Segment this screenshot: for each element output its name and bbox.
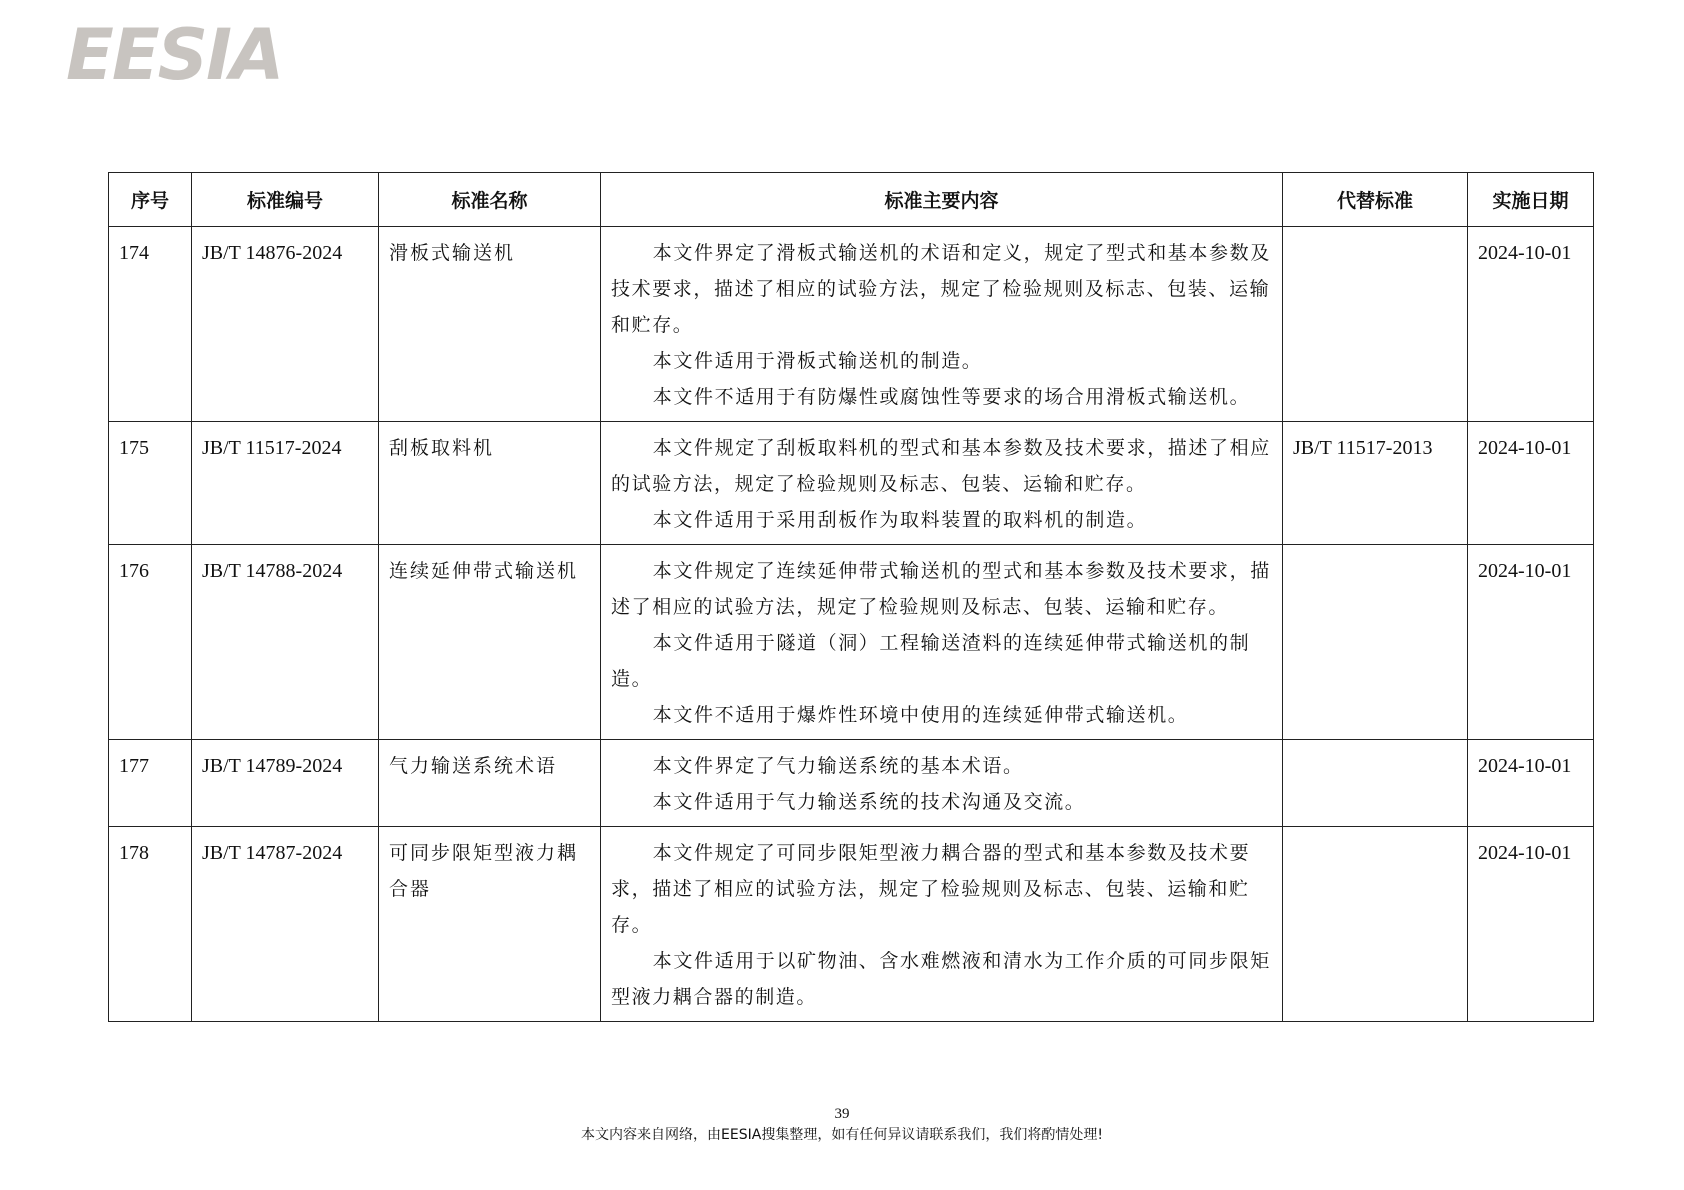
content-paragraph: 本文件不适用于有防爆性或腐蚀性等要求的场合用滑板式输送机。: [652, 386, 1251, 408]
cell-name: 连续延伸带式输送机: [379, 545, 601, 740]
table-row: [109, 740, 1594, 827]
content-paragraph: 本文件不适用于爆炸性环境中使用的连续延伸带式输送机。: [652, 704, 1189, 726]
cell-name: 刮板取料机: [379, 422, 601, 545]
eesia-logo: EESIA: [66, 14, 283, 96]
cell-content: [601, 227, 1283, 422]
content-paragraph: 本文件规定了可同步限矩型液力耦合器的型式和基本参数及技术要求，描述了相应的试验方法，规定了检验规则及标志、包装、运输和贮存。: [611, 842, 1251, 936]
cell-replaces: [1283, 740, 1468, 827]
cell-code: JB/T 14789-2024: [192, 740, 379, 827]
cell-num: 175: [109, 422, 192, 545]
content-paragraph: 本文件适用于采用刮板作为取料装置的取料机的制造。: [652, 509, 1148, 531]
content-paragraph: 本文件适用于气力输送系统的技术沟通及交流。: [652, 791, 1086, 813]
table-header-row: [109, 173, 1594, 227]
cell-name: 气力输送系统术语: [379, 740, 601, 827]
cell-date: 2024-10-01: [1468, 545, 1594, 740]
table-row: [109, 545, 1594, 740]
cell-replaces: [1283, 227, 1468, 422]
cell-num: 177: [109, 740, 192, 827]
content-paragraph: 本文件规定了刮板取料机的型式和基本参数及技术要求，描述了相应的试验方法，规定了检验规则及标志、包装、运输和贮存。: [611, 437, 1271, 495]
cell-code: JB/T 11517-2024: [192, 422, 379, 545]
cell-replaces: [1283, 827, 1468, 1022]
cell-date: 2024-10-01: [1468, 422, 1594, 545]
table-row: [109, 422, 1594, 545]
content-paragraph: 本文件界定了滑板式输送机的术语和定义，规定了型式和基本参数及技术要求，描述了相应的试验方法，规定了检验规则及标志、包装、运输和贮存。: [611, 242, 1271, 336]
header-num: 序号: [109, 173, 192, 227]
standards-table: [108, 172, 1594, 1022]
content-paragraph: 本文件适用于滑板式输送机的制造。: [652, 350, 983, 372]
cell-name: 滑板式输送机: [379, 227, 601, 422]
content-paragraph: 本文件规定了连续延伸带式输送机的型式和基本参数及技术要求，描述了相应的试验方法，规定了检验规则及标志、包装、运输和贮存。: [611, 560, 1271, 618]
cell-content: [601, 827, 1283, 1022]
cell-content: [601, 545, 1283, 740]
cell-content: [601, 422, 1283, 545]
header-replaces: 代替标准: [1283, 173, 1468, 227]
cell-date: 2024-10-01: [1468, 827, 1594, 1022]
cell-code: JB/T 14876-2024: [192, 227, 379, 422]
cell-name: 可同步限矩型液力耦合器: [379, 827, 601, 1022]
cell-num: 176: [109, 545, 192, 740]
cell-content: [601, 740, 1283, 827]
cell-date: 2024-10-01: [1468, 227, 1594, 422]
page-number: 39: [834, 1106, 850, 1122]
cell-replaces: [1283, 545, 1468, 740]
cell-code: JB/T 14788-2024: [192, 545, 379, 740]
cell-code: JB/T 14787-2024: [192, 827, 379, 1022]
header-code: 标准编号: [192, 173, 379, 227]
header-name: 标准名称: [379, 173, 601, 227]
footer-disclaimer: 本文内容来自网络，由EESIA搜集整理，如有任何异议请联系我们，我们将酌情处理!: [581, 1127, 1103, 1143]
cell-replaces: JB/T 11517-2013: [1283, 422, 1468, 545]
cell-num: 178: [109, 827, 192, 1022]
cell-num: 174: [109, 227, 192, 422]
header-date: 实施日期: [1468, 173, 1594, 227]
content-paragraph: 本文件适用于以矿物油、含水难燃液和清水为工作介质的可同步限矩型液力耦合器的制造。: [611, 950, 1271, 1008]
content-paragraph: 本文件界定了气力输送系统的基本术语。: [652, 755, 1024, 777]
cell-date: 2024-10-01: [1468, 740, 1594, 827]
header-content: 标准主要内容: [601, 173, 1283, 227]
table-row: [109, 827, 1594, 1022]
table-row: [109, 227, 1594, 422]
content-paragraph: 本文件适用于隧道（洞）工程输送渣料的连续延伸带式输送机的制造。: [611, 632, 1251, 690]
